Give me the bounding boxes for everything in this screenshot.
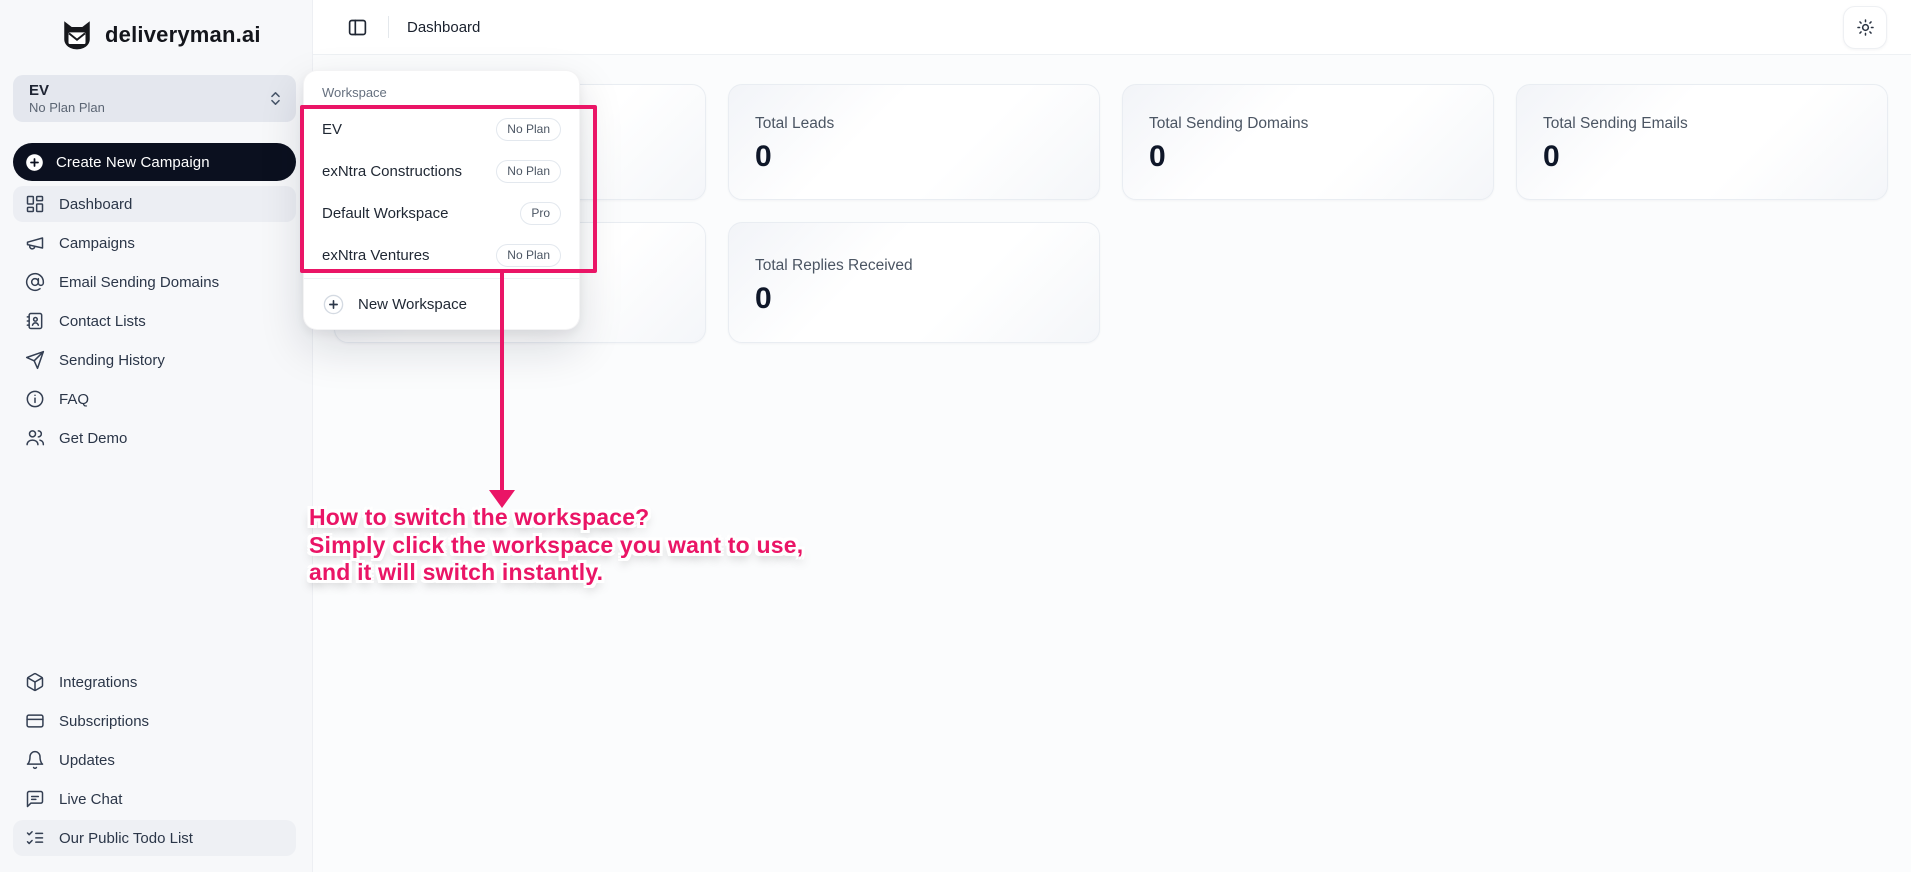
- sidebar-item-subscriptions[interactable]: [13, 703, 296, 739]
- dashboard-grid-icon: [25, 194, 45, 214]
- plan-badge: No Plan: [496, 244, 561, 267]
- workspace-option-exntra-ventures[interactable]: [304, 234, 579, 276]
- workspace-selector-plan: No Plan Plan: [29, 99, 105, 115]
- plan-badge: No Plan: [496, 160, 561, 183]
- address-book-icon: [25, 311, 45, 331]
- credit-card-icon: [25, 711, 45, 731]
- sidebar-item-live-chat[interactable]: [13, 781, 296, 817]
- workspace-selector[interactable]: [13, 75, 296, 122]
- sidebar-item-label: Sending History: [59, 351, 165, 369]
- create-new-campaign-label: Create New Campaign: [56, 153, 210, 171]
- package-icon: [25, 672, 45, 692]
- stat-card-total-sending-emails: [1516, 84, 1888, 200]
- stat-value: 0: [1149, 140, 1167, 173]
- workspace-option-default-workspace[interactable]: [304, 192, 579, 234]
- workspace-dropdown-header: Workspace: [322, 85, 387, 100]
- sidebar-item-label: Get Demo: [59, 429, 128, 447]
- sidebar-item-label: Dashboard: [59, 195, 133, 213]
- sidebar-bottom-nav: [13, 664, 296, 859]
- stat-label: Total Replies Received: [755, 257, 913, 274]
- sidebar-item-email-sending-domains[interactable]: [13, 264, 296, 300]
- theme-toggle-button[interactable]: [1843, 6, 1887, 49]
- stat-label: Total Sending Domains: [1149, 115, 1309, 132]
- plus-circle-outline-icon: [322, 293, 345, 316]
- at-sign-icon: [25, 272, 45, 292]
- annotation-line-2: Simply click the workspace you want to use,: [309, 531, 804, 558]
- plan-badge: Pro: [520, 202, 561, 225]
- bat-logo-icon: [60, 18, 94, 52]
- stat-value: 0: [1543, 140, 1561, 173]
- stat-card-total-replies-received: [728, 222, 1100, 343]
- workspace-option-name: exNtra Ventures: [322, 246, 430, 264]
- sidebar-item-label: Our Public Todo List: [59, 829, 193, 847]
- sidebar-item-faq[interactable]: [13, 381, 296, 417]
- workspace-option-name: exNtra Constructions: [322, 162, 463, 180]
- chat-bubble-icon: [25, 789, 45, 809]
- topbar-divider: [388, 16, 389, 38]
- sidebar-nav: [13, 186, 296, 459]
- bell-icon: [25, 750, 45, 770]
- paper-plane-icon: [25, 350, 45, 370]
- stat-label: Total Sending Emails: [1543, 115, 1688, 132]
- annotation-line-3: and it will switch instantly.: [309, 559, 604, 585]
- app-logo: [0, 0, 312, 52]
- sidebar-item-sending-history[interactable]: [13, 342, 296, 378]
- sidebar-item-updates[interactable]: [13, 742, 296, 778]
- workspace-selector-name: EV: [29, 81, 50, 99]
- sidebar-item-integrations[interactable]: [13, 664, 296, 700]
- sidebar-item-our-public-todo-list[interactable]: [13, 820, 296, 856]
- sidebar-item-label: Live Chat: [59, 790, 123, 808]
- annotation-line-1: How to switch the workspace?: [309, 504, 650, 530]
- new-workspace-button[interactable]: [304, 281, 579, 327]
- stat-value: 0: [755, 140, 773, 173]
- sidebar-item-label: Campaigns: [59, 234, 135, 252]
- workspace-dropdown-list: [304, 106, 579, 276]
- app-name: deliveryman.ai: [105, 22, 261, 47]
- sun-icon: [1856, 18, 1875, 37]
- workspace-option-name: EV: [322, 120, 343, 138]
- stat-card-total-leads: [728, 84, 1100, 200]
- users-icon: [25, 428, 45, 448]
- stat-card-total-sending-domains: [1122, 84, 1494, 200]
- new-workspace-label: New Workspace: [358, 295, 467, 313]
- workspace-option-exntra-constructions[interactable]: [304, 150, 579, 192]
- sidebar-item-label: Contact Lists: [59, 312, 146, 330]
- sidebar-item-label: Subscriptions: [59, 712, 150, 730]
- chevrons-up-down-icon: [267, 90, 284, 107]
- page-title: Dashboard: [407, 18, 481, 36]
- topbar: [313, 0, 1911, 55]
- sidebar: [0, 0, 313, 872]
- sidebar-item-contact-lists[interactable]: [13, 303, 296, 339]
- plus-circle-icon: [24, 152, 45, 173]
- megaphone-icon: [25, 233, 45, 253]
- create-new-campaign-button[interactable]: [13, 143, 296, 181]
- stat-label: Total Leads: [755, 115, 835, 132]
- workspace-option-name: Default Workspace: [322, 204, 449, 222]
- sidebar-item-label: FAQ: [59, 390, 90, 408]
- info-circle-icon: [25, 389, 45, 409]
- dropdown-divider: [304, 278, 579, 279]
- checklist-icon: [25, 828, 45, 848]
- sidebar-item-dashboard[interactable]: [13, 186, 296, 222]
- plan-badge: No Plan: [496, 118, 561, 141]
- sidebar-item-label: Email Sending Domains: [59, 273, 220, 291]
- sidebar-item-label: Integrations: [59, 673, 138, 691]
- sidebar-item-campaigns[interactable]: [13, 225, 296, 261]
- sidebar-toggle-button[interactable]: [342, 12, 372, 42]
- workspace-option-ev[interactable]: [304, 108, 579, 150]
- stat-value: 0: [755, 282, 773, 315]
- sidebar-item-get-demo[interactable]: [13, 420, 296, 456]
- workspace-dropdown: [303, 70, 580, 330]
- sidebar-item-label: Updates: [59, 751, 115, 769]
